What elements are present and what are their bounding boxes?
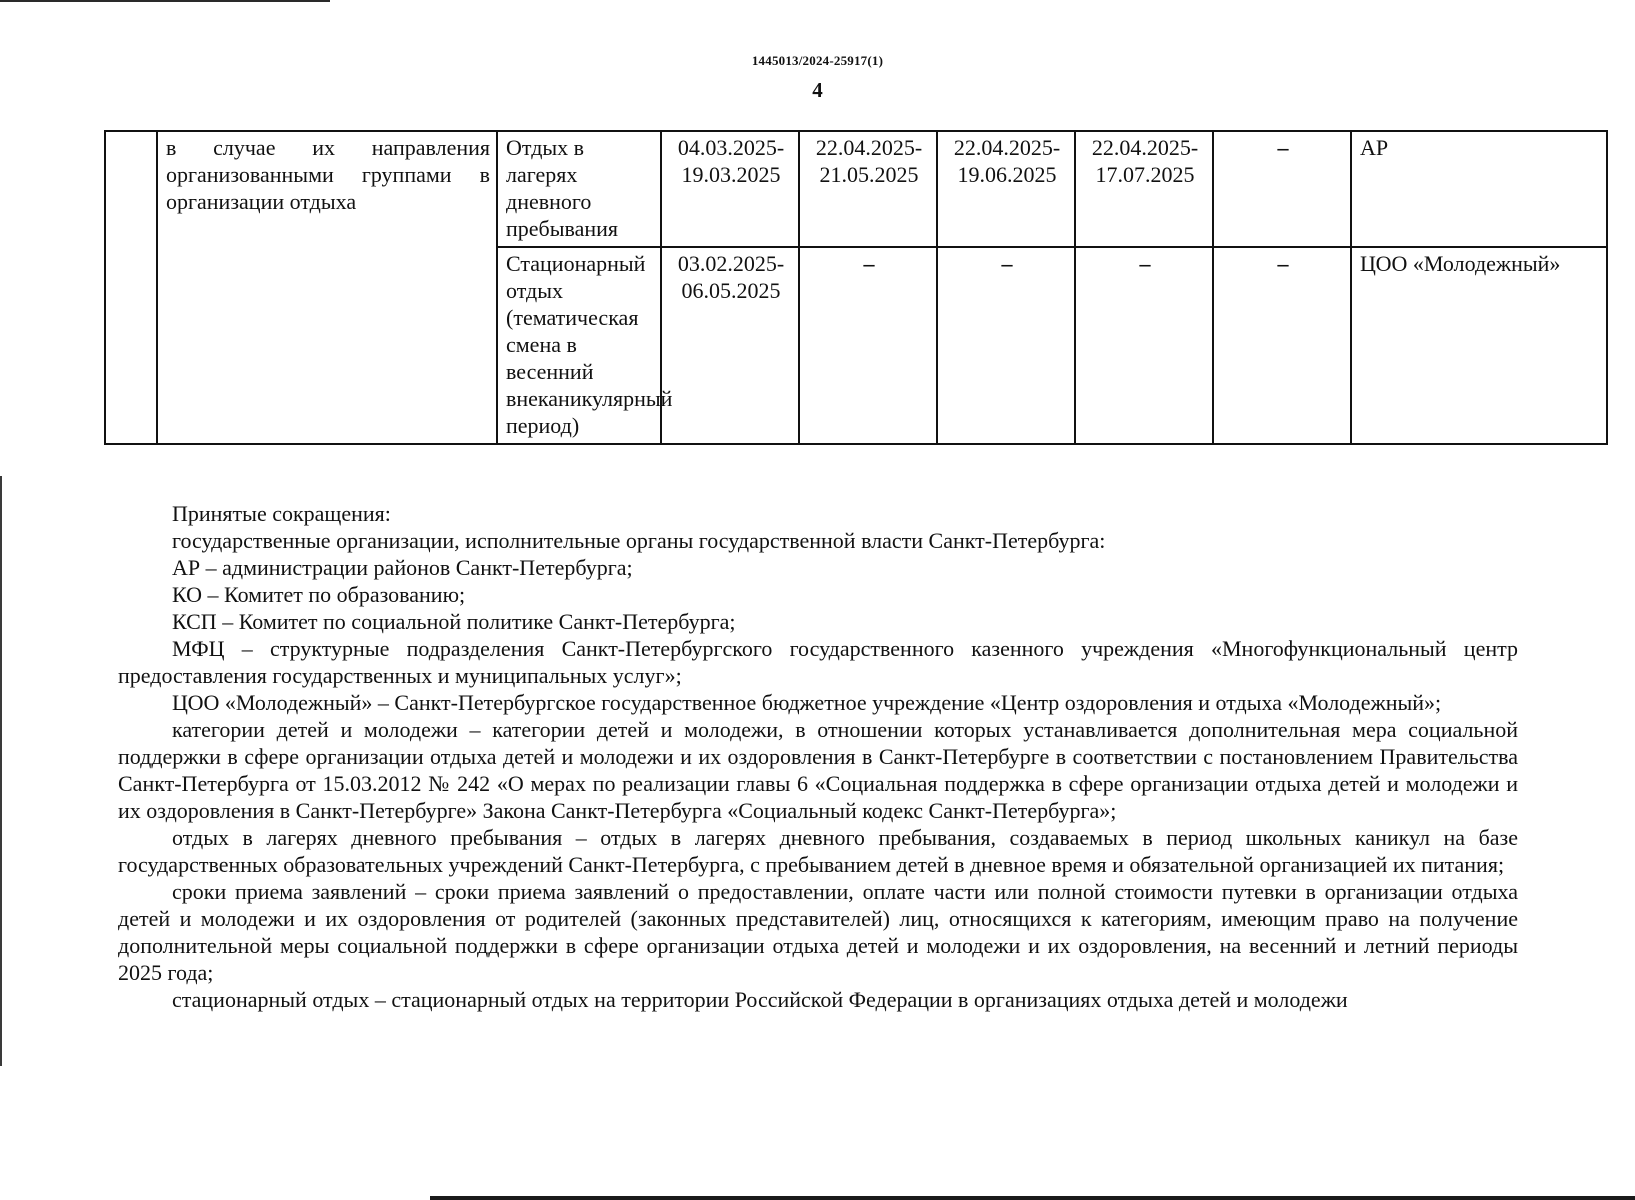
abbreviation-item: ЦОО «Молодежный» – Санкт-Петербургское государственное бюджетное учреждение «Центр оздоровления и отдыха «Молодежный»; [172, 690, 1442, 715]
category-cell: в случае их направления организованными группами в организации отдыха [157, 131, 497, 444]
abbreviation-item: КО – Комитет по образованию; [172, 582, 466, 607]
abbreviation-item: государственные организации, исполнительные органы государственной власти Санкт-Петербурга: [172, 528, 1106, 553]
period-cell: 04.03.2025-19.03.2025 [661, 131, 799, 247]
organization-cell: АР [1351, 131, 1607, 247]
period-cell: – [1213, 131, 1351, 247]
period-cell: 22.04.2025-19.06.2025 [937, 131, 1075, 247]
period-cell: 22.04.2025-17.07.2025 [1075, 131, 1213, 247]
abbreviations-section [118, 500, 1518, 1013]
period-cell: – [1075, 247, 1213, 444]
abbreviations-heading: Принятые сокращения: [172, 501, 391, 526]
scan-artifact-left-edge [0, 476, 2, 1066]
schedule-table [104, 130, 1608, 445]
period-cell: 22.04.2025-21.05.2025 [799, 131, 937, 247]
abbreviation-item: категории детей и молодежи – категории детей и молодежи, в отношении которых устанавливается дополнительная мера социальной поддержки в сфере организации отдыха детей и молодежи и их оздоровления в Санкт-Петербурге в соответствии с постановлением Правительства Санкт-Петербурга от 15.03.2012 № 242 «О мерах по реализации главы 6 «Социальная поддержка в сфере организации отдыха детей и молодежи и их оздоровления в Санкт-Петербурге» Закона Санкт-Петербурга «Социальный кодекс Санкт-Петербурга»; [118, 717, 1518, 823]
abbreviation-item: КСП – Комитет по социальной политике Санкт-Петербурга; [172, 609, 736, 634]
abbreviation-item: АР – администрации районов Санкт-Петербурга; [172, 555, 633, 580]
abbreviation-item: стационарный отдых – стационарный отдых на территории Российской Федерации в организациях отдыха детей и молодежи [172, 987, 1348, 1012]
period-cell: – [799, 247, 937, 444]
scan-artifact-bottom-line [430, 1196, 1635, 1200]
table-row [105, 131, 1607, 247]
rest-type-cell: Отдых в лагерях дневного пребывания [497, 131, 661, 247]
organization-cell: ЦОО «Молодежный» [1351, 247, 1607, 444]
page-number: 4 [812, 78, 823, 102]
scan-artifact-top-line [0, 0, 330, 2]
period-cell: – [1213, 247, 1351, 444]
abbreviation-item: отдых в лагерях дневного пребывания – отдых в лагерях дневного пребывания, создаваемых в период школьных каникул на базе государственных образовательных учреждений Санкт-Петербурга, с пребыванием детей в дневное время и обязательной организацией их питания; [118, 825, 1518, 877]
abbreviation-item: МФЦ – структурные подразделения Санкт-Петербургского государственного казенного учреждения «Многофункциональный центр предоставления государственных и муниципальных услуг»; [118, 636, 1518, 688]
period-cell: 03.02.2025-06.05.2025 [661, 247, 799, 444]
number-cell [105, 131, 157, 444]
rest-type-cell: Стационарный отдых (тематическая смена в весенний внеканикулярный период) [497, 247, 661, 444]
document-number: 1445013/2024-25917(1) [751, 53, 884, 68]
abbreviation-item: сроки приема заявлений – сроки приема заявлений о предоставлении, оплате части или полной стоимости путевки в организации отдыха детей и молодежи и их оздоровления от родителей (законных представителей) лиц, относящихся к категориям, имеющим право на получение дополнительной меры социальной поддержки в сфере организации отдыха детей и молодежи и их оздоровления, на весенний и летний периоды 2025 года; [118, 879, 1518, 985]
period-cell: – [937, 247, 1075, 444]
